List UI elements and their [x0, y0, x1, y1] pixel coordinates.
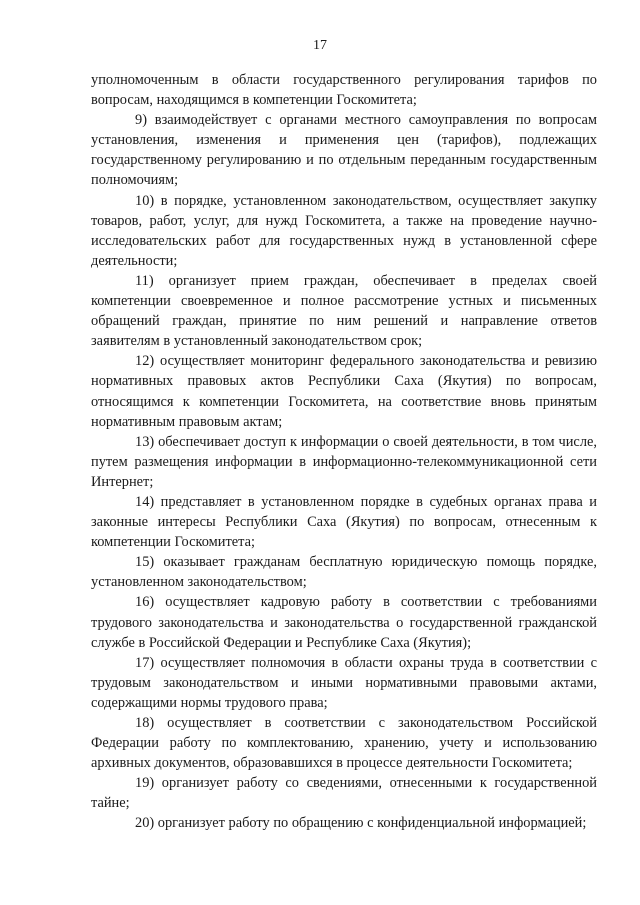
paragraph-item-19: 19) организует работу со сведениями, отнесенными к государственной тайне; [91, 775, 597, 812]
paragraph-item-12: 12) осуществляет мониторинг федерального законодательства и ревизию нормативных правовых актов Республики Саха (Якутия) по вопросам, относящимся к компетенции Госкомитета, на соответствие вновь принятым нормативным правовым актам; [91, 353, 597, 430]
paragraph-item-17: 17) осуществляет полномочия в области охраны труда в соответствии с трудовым законодательством и иными нормативными правовыми актами, содержащими нормы трудового права; [91, 654, 597, 711]
document-body [91, 70, 597, 834]
paragraph-item-18: 18) осуществляет в соответствии с законодательством Российской Федерации работу по комплектованию, хранению, учету и использованию архивных документов, образовавшихся в процессе деятельности Госкомитета; [91, 715, 597, 772]
paragraph-item-10: 10) в порядке, установленном законодательством, осуществляет закупку товаров, работ, услуг, для нужд Госкомитета, а также на проведение научно-исследовательских работ для государственных нужд в установленной сфере деятельности; [91, 192, 597, 269]
paragraph-item-13: 13) обеспечивает доступ к информации о своей деятельности, в том числе, путем размещения информации в информационно-телекоммуникационной сети Интернет; [91, 433, 597, 490]
paragraph-item-11: 11) организует прием граждан, обеспечивает в пределах своей компетенции своевременное и полное рассмотрение устных и письменных обращений граждан, принятие по ним решений и направление ответов заявителям в установленный законодательством срок; [91, 272, 597, 350]
page-number: 17 [313, 38, 327, 53]
paragraph-continuation: уполномоченным в области государственного регулирования тарифов по вопросам, находящимся в компетенции Госкомитета; [91, 72, 597, 109]
paragraph-item-15: 15) оказывает гражданам бесплатную юридическую помощь порядке, установленном законодательством; [91, 554, 597, 591]
paragraph-item-9: 9) взаимодействует с органами местного самоуправления по вопросам установления, изменения и применения цен (тарифов), подлежащих государственному регулированию и по отдельным переданным государственным полномочиям; [91, 112, 597, 189]
paragraph-item-16: 16) осуществляет кадровую работу в соответствии с требованиями трудового законодательства и законодательства о государственной гражданской службе в Российской Федерации и Республике Саха (Якутия); [91, 594, 597, 651]
paragraph-item-20: 20) организует работу по обращению с конфиденциальной информацией; [135, 815, 587, 832]
paragraph-item-14: 14) представляет в установленном порядке в судебных органах права и законные интересы Республики Саха (Якутия) по вопросам, отнесенным к компетенции Госкомитета; [91, 493, 597, 551]
